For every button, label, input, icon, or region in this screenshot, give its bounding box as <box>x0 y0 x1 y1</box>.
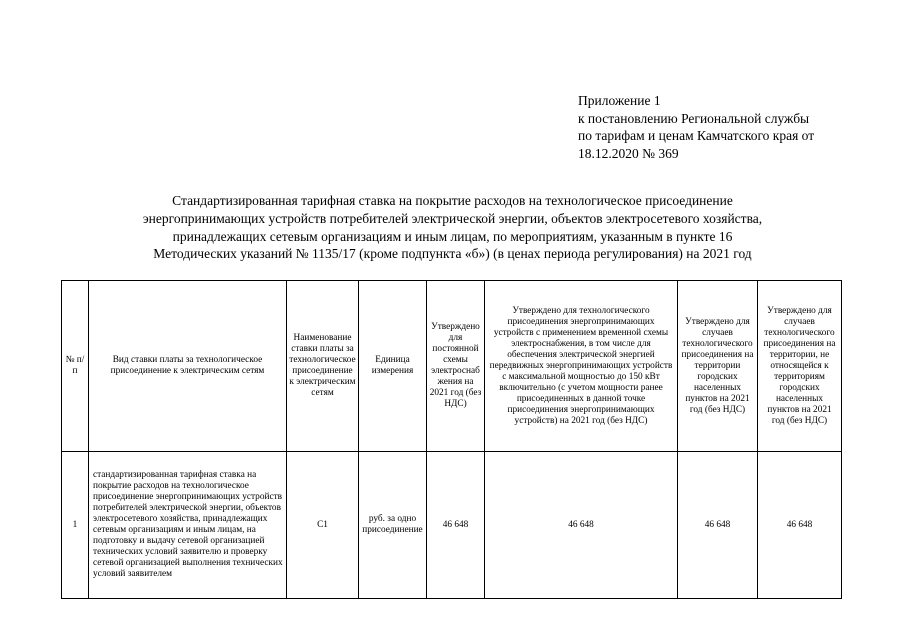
appendix-block <box>578 92 853 162</box>
tariff-table <box>61 280 842 599</box>
appendix-line: Приложение 1 <box>578 93 661 108</box>
cell-rural: 46 648 <box>758 452 842 599</box>
appendix-line: по тарифам и ценам Камчатского края от <box>578 128 815 143</box>
cell-number: 1 <box>62 452 89 599</box>
title-line: Стандартизированная тарифная ставка на покрытие расходов на технологическое присоединение <box>172 193 733 208</box>
header-permanent-scheme: Утверждено для постоянной схемы электроснабжения на 2021 год (без НДС) <box>427 281 485 452</box>
header-rate-name: Наименование ставки платы за технологическое присоединение к электрическим сетям <box>287 281 359 452</box>
title-line: принадлежащих сетевым организациям и иным лицам, по мероприятиям, указанным в пункте 16 <box>172 228 733 244</box>
header-number: № п/п <box>62 281 89 452</box>
cell-rate-name: С1 <box>287 452 359 599</box>
cell-urban: 46 648 <box>678 452 758 599</box>
table-header-row <box>62 281 842 452</box>
document-title <box>60 192 845 263</box>
cell-rate-type: стандартизированная тарифная ставка на покрытие расходов на технологическое присоединение энергопринимающих устройств потребителей электрической энергии, объектов электросетевого хозяйства, принадлежащих сетевым организациям и иным лицам, на подготовку и выдачу сетевой организацией технических условий заявителю и проверку сетевой организацией выполнения технических условий заявителем <box>89 452 287 599</box>
cell-permanent: 46 648 <box>427 452 485 599</box>
header-temporary-scheme: Утверждено для технологического присоединения энергопринимающих устройств с применением временной схемы электроснабжения, в том числе для обеспечения электрической энергией передвижных энергопринимающих устройств с максимальной мощностью до 150 кВт включительно (с учетом мощности ранее присоединенных в данной точке присоединения энергопринимающих устройств) на 2021 год (без НДС) <box>485 281 678 452</box>
appendix-line: к постановлению Региональной службы <box>578 110 810 126</box>
table-row <box>62 452 842 599</box>
header-unit: Единица измерения <box>359 281 427 452</box>
header-rural: Утверждено для случаев технологического присоединения на территории, не относящейся к территориям городских населенных пунктов на 2021 год (без НДС) <box>758 281 842 452</box>
cell-temporary: 46 648 <box>485 452 678 599</box>
title-line: Методических указаний № 1135/17 (кроме подпункта «б») (в ценах периода регулирования) на 2021 год <box>153 246 752 262</box>
title-line: энергопринимающих устройств потребителей электрической энергии, объектов электросетевого хозяйства, <box>142 210 763 226</box>
appendix-line: 18.12.2020 № 369 <box>578 145 679 161</box>
header-rate-type: Вид ставки платы за технологическое присоединение к электрическим сетям <box>89 281 287 452</box>
header-urban: Утверждено для случаев технологического присоединения на территории городских населенных пунктов на 2021 год (без НДС) <box>678 281 758 452</box>
cell-unit: руб. за одно присоединение <box>359 452 427 599</box>
